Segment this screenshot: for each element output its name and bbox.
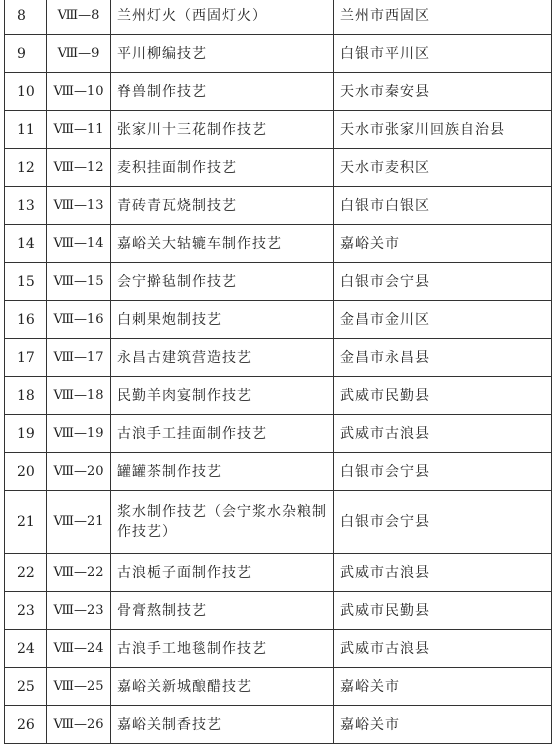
applicant-area: 白银市平川区 bbox=[334, 35, 552, 73]
row-number: 12 bbox=[5, 149, 47, 187]
table-row bbox=[5, 225, 552, 263]
project-name: 脊兽制作技艺 bbox=[111, 73, 334, 111]
row-number: 11 bbox=[5, 111, 47, 149]
project-name: 骨膏熬制技艺 bbox=[111, 592, 334, 630]
table-row bbox=[5, 149, 552, 187]
row-number: 10 bbox=[5, 73, 47, 111]
applicant-area: 天水市秦安县 bbox=[334, 73, 552, 111]
applicant-area: 白银市白银区 bbox=[334, 187, 552, 225]
applicant-area: 武威市民勤县 bbox=[334, 592, 552, 630]
applicant-area: 武威市古浪县 bbox=[334, 554, 552, 592]
project-code: Ⅷ—10 bbox=[47, 73, 111, 111]
project-code: Ⅷ—23 bbox=[47, 592, 111, 630]
table-row bbox=[5, 706, 552, 744]
row-number: 19 bbox=[5, 415, 47, 453]
project-name: 嘉峪关大轱辘车制作技艺 bbox=[111, 225, 334, 263]
project-code: Ⅷ—20 bbox=[47, 453, 111, 491]
applicant-area: 嘉峪关市 bbox=[334, 225, 552, 263]
row-number: 13 bbox=[5, 187, 47, 225]
project-name: 罐罐茶制作技艺 bbox=[111, 453, 334, 491]
row-number: 18 bbox=[5, 377, 47, 415]
project-name: 永昌古建筑营造技艺 bbox=[111, 339, 334, 377]
row-number: 14 bbox=[5, 225, 47, 263]
project-name: 张家川十三花制作技艺 bbox=[111, 111, 334, 149]
table-row bbox=[5, 377, 552, 415]
project-name: 浆水制作技艺（会宁浆水杂粮制作技艺） bbox=[111, 491, 334, 554]
project-name: 青砖青瓦烧制技艺 bbox=[111, 187, 334, 225]
table-row bbox=[5, 453, 552, 491]
project-code: Ⅷ—15 bbox=[47, 263, 111, 301]
project-name: 麦积挂面制作技艺 bbox=[111, 149, 334, 187]
applicant-area: 白银市会宁县 bbox=[334, 491, 552, 554]
project-code: Ⅷ—9 bbox=[47, 35, 111, 73]
project-name: 平川柳编技艺 bbox=[111, 35, 334, 73]
table-row bbox=[5, 301, 552, 339]
project-code: Ⅷ—26 bbox=[47, 706, 111, 744]
project-code: Ⅷ—13 bbox=[47, 187, 111, 225]
row-number: 24 bbox=[5, 630, 47, 668]
row-number: 9 bbox=[5, 35, 47, 73]
row-number: 20 bbox=[5, 453, 47, 491]
row-number: 25 bbox=[5, 668, 47, 706]
table-row bbox=[5, 668, 552, 706]
applicant-area: 武威市古浪县 bbox=[334, 630, 552, 668]
applicant-area: 金昌市永昌县 bbox=[334, 339, 552, 377]
project-code: Ⅷ—24 bbox=[47, 630, 111, 668]
applicant-area: 白银市会宁县 bbox=[334, 453, 552, 491]
project-code: Ⅷ—21 bbox=[47, 491, 111, 554]
project-code: Ⅷ—25 bbox=[47, 668, 111, 706]
applicant-area: 武威市民勤县 bbox=[334, 377, 552, 415]
table-row bbox=[5, 554, 552, 592]
project-name: 白刺果炮制技艺 bbox=[111, 301, 334, 339]
applicant-area: 武威市古浪县 bbox=[334, 415, 552, 453]
table-row bbox=[5, 491, 552, 554]
project-name: 民勤羊肉宴制作技艺 bbox=[111, 377, 334, 415]
table-row bbox=[5, 0, 552, 35]
project-name: 古浪手工地毯制作技艺 bbox=[111, 630, 334, 668]
applicant-area: 金昌市金川区 bbox=[334, 301, 552, 339]
row-number: 8 bbox=[5, 0, 47, 35]
row-number: 26 bbox=[5, 706, 47, 744]
project-name: 会宁擀毡制作技艺 bbox=[111, 263, 334, 301]
row-number: 16 bbox=[5, 301, 47, 339]
project-code: Ⅷ—22 bbox=[47, 554, 111, 592]
table-row bbox=[5, 263, 552, 301]
project-code: Ⅷ—14 bbox=[47, 225, 111, 263]
applicant-area: 天水市张家川回族自治县 bbox=[334, 111, 552, 149]
table-row bbox=[5, 187, 552, 225]
project-code: Ⅷ—17 bbox=[47, 339, 111, 377]
table-row bbox=[5, 111, 552, 149]
project-name: 古浪手工挂面制作技艺 bbox=[111, 415, 334, 453]
applicant-area: 天水市麦积区 bbox=[334, 149, 552, 187]
row-number: 22 bbox=[5, 554, 47, 592]
table-row bbox=[5, 73, 552, 111]
table-row bbox=[5, 339, 552, 377]
row-number: 15 bbox=[5, 263, 47, 301]
heritage-list-table bbox=[4, 0, 552, 744]
project-name: 嘉峪关新城酿醋技艺 bbox=[111, 668, 334, 706]
applicant-area: 嘉峪关市 bbox=[334, 668, 552, 706]
row-number: 17 bbox=[5, 339, 47, 377]
project-name: 古浪栀子面制作技艺 bbox=[111, 554, 334, 592]
project-code: Ⅷ—18 bbox=[47, 377, 111, 415]
table-row bbox=[5, 35, 552, 73]
project-code: Ⅷ—19 bbox=[47, 415, 111, 453]
applicant-area: 白银市会宁县 bbox=[334, 263, 552, 301]
project-name: 嘉峪关制香技艺 bbox=[111, 706, 334, 744]
table-row bbox=[5, 415, 552, 453]
project-name: 兰州灯火（西固灯火） bbox=[111, 0, 334, 35]
project-code: Ⅷ—11 bbox=[47, 111, 111, 149]
project-code: Ⅷ—12 bbox=[47, 149, 111, 187]
row-number: 23 bbox=[5, 592, 47, 630]
project-code: Ⅷ—16 bbox=[47, 301, 111, 339]
table-body bbox=[5, 0, 552, 744]
applicant-area: 嘉峪关市 bbox=[334, 706, 552, 744]
table-row bbox=[5, 592, 552, 630]
project-code: Ⅷ—8 bbox=[47, 0, 111, 35]
row-number: 21 bbox=[5, 491, 47, 554]
applicant-area: 兰州市西固区 bbox=[334, 0, 552, 35]
table-row bbox=[5, 630, 552, 668]
